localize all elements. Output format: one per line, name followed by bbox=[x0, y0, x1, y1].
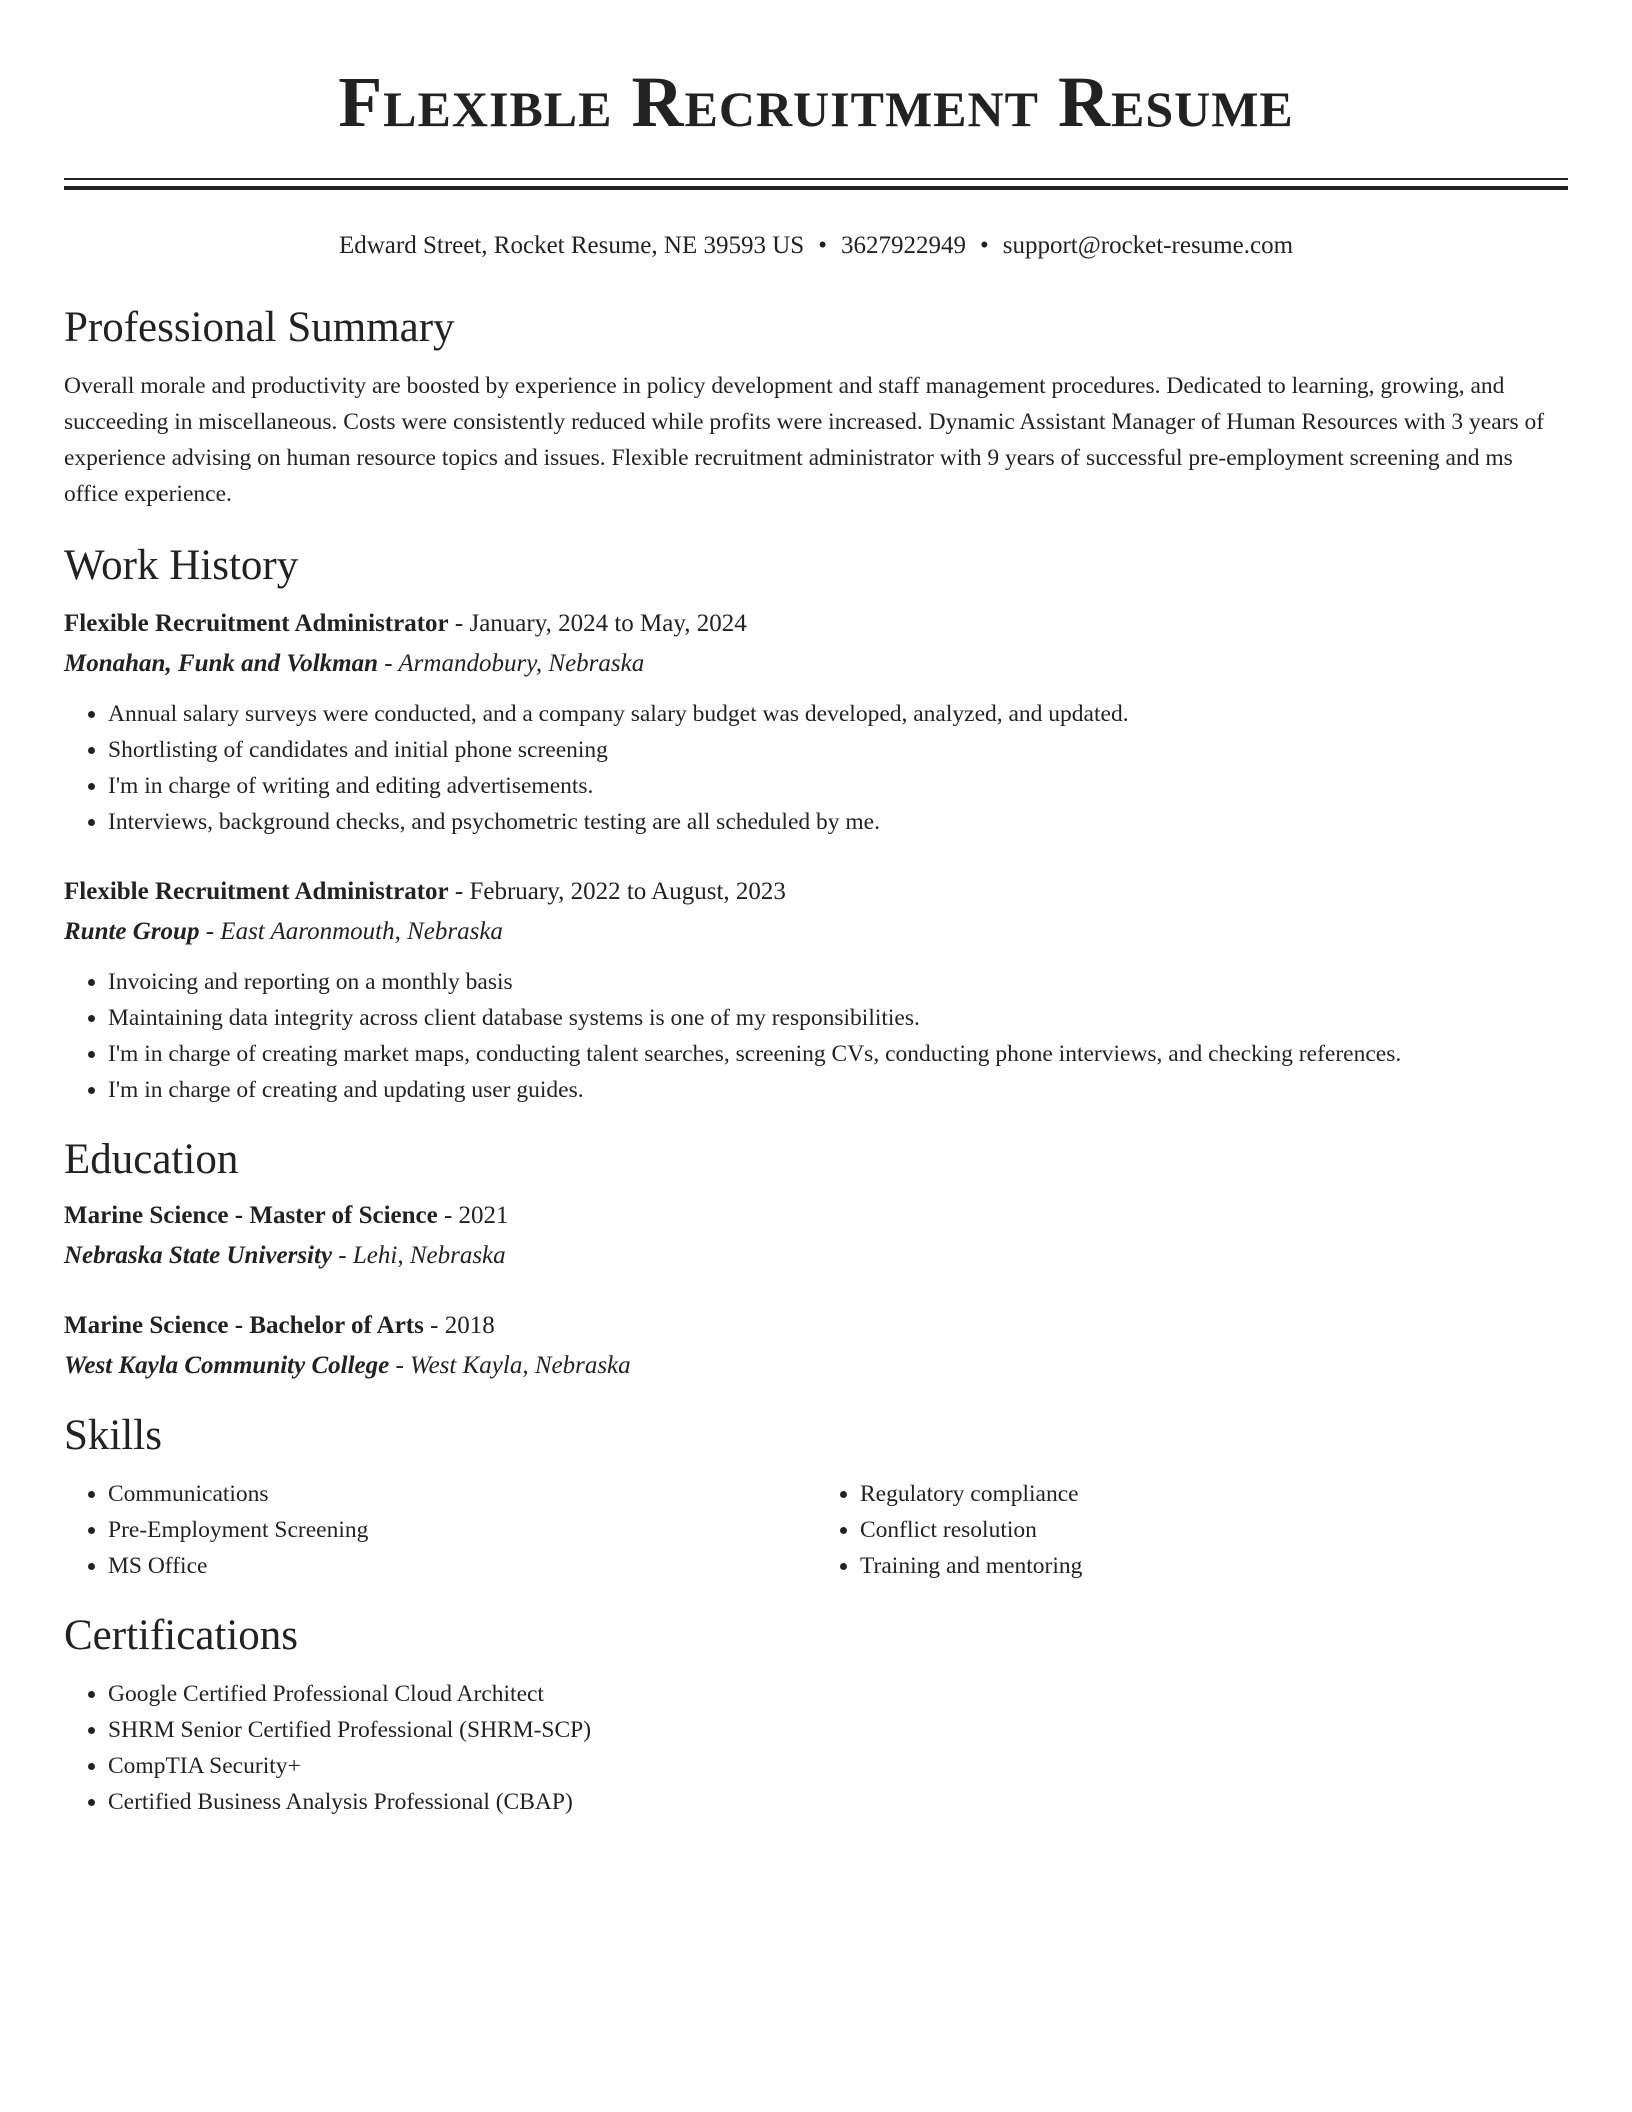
degree-name: Marine Science - Master of Science bbox=[64, 1202, 438, 1229]
job-company: Monahan, Funk and Volkman bbox=[64, 650, 379, 677]
job-bullet: • Interviews, background checks, and psychometric testing are all scheduled by me. bbox=[108, 804, 1568, 840]
job-location: - East Aaronmouth, Nebraska bbox=[205, 918, 503, 945]
skill-item: • MS Office bbox=[108, 1548, 816, 1584]
job-entry bbox=[64, 874, 1568, 1108]
contact-phone: 3627922949 bbox=[840, 232, 966, 259]
certifications-list bbox=[64, 1676, 1568, 1820]
school-location: - Lehi, Nebraska bbox=[338, 1242, 506, 1269]
contact-line bbox=[64, 230, 1568, 262]
degree-line bbox=[64, 1308, 1568, 1344]
job-title: Flexible Recruitment Administrator bbox=[64, 610, 449, 637]
skill-item: • Conflict resolution bbox=[860, 1512, 1568, 1548]
school-location: - West Kayla, Nebraska bbox=[395, 1352, 631, 1379]
job-bullet: • I'm in charge of creating market maps, conducting talent searches, screening CVs, conducting phone interviews, and checking references. bbox=[108, 1036, 1568, 1072]
job-dates: - February, 2022 to August, 2023 bbox=[454, 878, 786, 905]
school-line bbox=[64, 1348, 1568, 1384]
job-entry bbox=[64, 606, 1568, 840]
skill-item: • Training and mentoring bbox=[860, 1548, 1568, 1584]
contact-separator: • bbox=[979, 232, 989, 259]
degree-name: Marine Science - Bachelor of Arts bbox=[64, 1312, 424, 1339]
job-bullets bbox=[64, 964, 1568, 1108]
job-title: Flexible Recruitment Administrator bbox=[64, 878, 449, 905]
certification-item: • CompTIA Security+ bbox=[108, 1748, 1568, 1784]
skill-item: • Communications bbox=[108, 1476, 816, 1512]
job-dates: - January, 2024 to May, 2024 bbox=[454, 610, 747, 637]
degree-year: - 2018 bbox=[430, 1312, 495, 1339]
job-company-line bbox=[64, 646, 1568, 682]
school-name: West Kayla Community College bbox=[64, 1352, 390, 1379]
work-history-heading: Work History bbox=[64, 542, 299, 589]
skills-column-right bbox=[816, 1476, 1568, 1584]
education-entry bbox=[64, 1198, 1568, 1274]
education-entry bbox=[64, 1308, 1568, 1384]
job-bullet: • I'm in charge of writing and editing advertisements. bbox=[108, 768, 1568, 804]
job-location: - Armandobury, Nebraska bbox=[384, 650, 645, 677]
job-title-line bbox=[64, 606, 1568, 642]
degree-year: - 2021 bbox=[443, 1202, 509, 1229]
title-divider bbox=[64, 178, 1568, 190]
contact-separator: • bbox=[818, 232, 827, 259]
certification-item: • Google Certified Professional Cloud Architect bbox=[108, 1676, 1568, 1712]
resume-title: Flexible Recruitment Resume bbox=[338, 62, 1294, 142]
job-bullet: • Shortlisting of candidates and initial phone screening bbox=[108, 732, 1568, 768]
skills-grid bbox=[64, 1476, 1568, 1584]
skills-heading: Skills bbox=[64, 1412, 162, 1459]
contact-email: support@rocket-resume.com bbox=[1002, 232, 1294, 259]
certifications-heading: Certifications bbox=[64, 1612, 299, 1659]
job-bullets bbox=[64, 696, 1568, 840]
skill-item: • Regulatory compliance bbox=[860, 1476, 1568, 1512]
job-bullet: • I'm in charge of creating and updating user guides. bbox=[108, 1072, 1568, 1108]
job-bullet: • Annual salary surveys were conducted, and a company salary budget was developed, analyzed, and updated. bbox=[108, 696, 1568, 732]
summary-text: Overall morale and productivity are boosted by experience in policy development and staff management procedures. Dedicated to learning, growing, and succeeding in miscellaneous. Costs were consistently reduced while profits were increased. Dynamic Assistant Manager of Human Resources with 3 years of experience advising on human resource topics and issues. Flexible recruitment administrator with 9 years of successful pre-employment screening and ms office experience. bbox=[64, 373, 1545, 507]
school-name: Nebraska State University bbox=[64, 1242, 333, 1269]
school-line bbox=[64, 1238, 1568, 1274]
education-heading: Education bbox=[64, 1136, 239, 1183]
certification-item: • Certified Business Analysis Professional (CBAP) bbox=[108, 1784, 1568, 1820]
job-company: Runte Group bbox=[64, 918, 200, 945]
summary-heading: Professional Summary bbox=[64, 304, 455, 351]
job-company-line bbox=[64, 914, 1568, 950]
job-bullet: • Invoicing and reporting on a monthly basis bbox=[108, 964, 1568, 1000]
skills-column-left bbox=[64, 1476, 816, 1584]
job-bullet: • Maintaining data integrity across client database systems is one of my responsibilities. bbox=[108, 1000, 1568, 1036]
degree-line bbox=[64, 1198, 1568, 1234]
contact-address: Edward Street, Rocket Resume, NE 39593 US bbox=[338, 232, 805, 259]
certification-item: • SHRM Senior Certified Professional (SHRM-SCP) bbox=[108, 1712, 1568, 1748]
skill-item: • Pre-Employment Screening bbox=[108, 1512, 816, 1548]
job-title-line bbox=[64, 874, 1568, 910]
